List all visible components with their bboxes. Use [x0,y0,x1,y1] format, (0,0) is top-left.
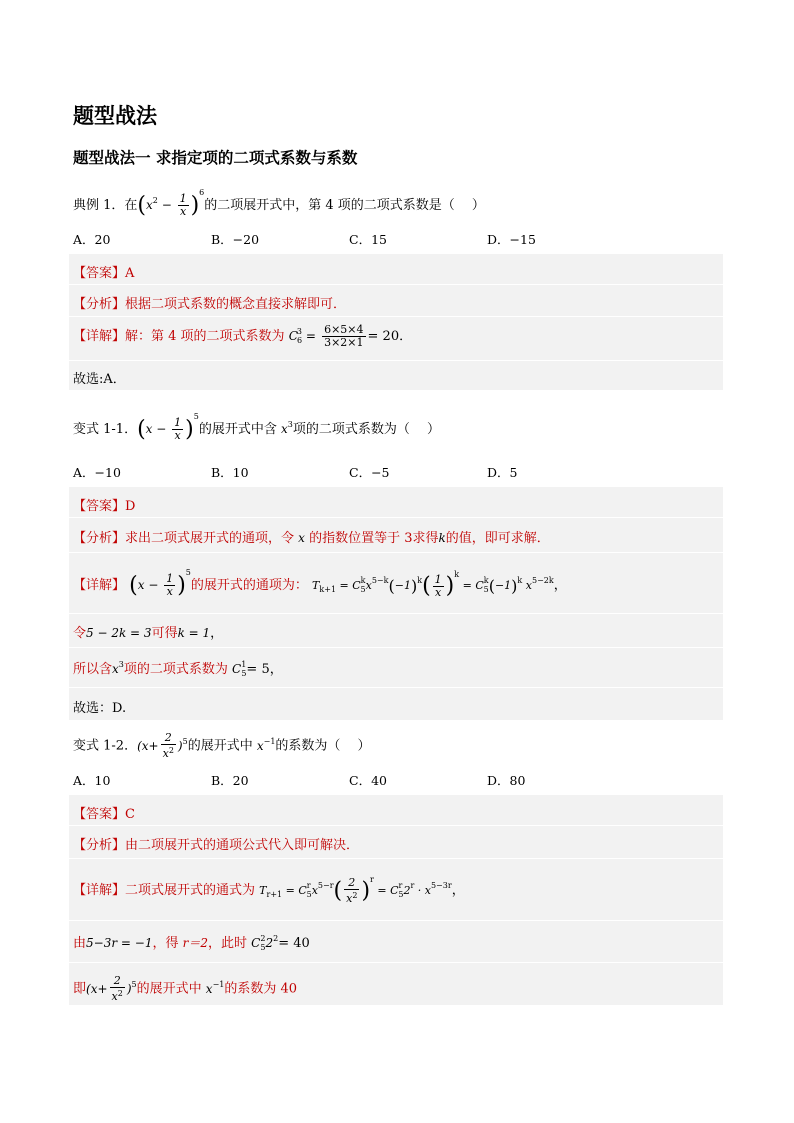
ex2-suffix-b: 项的二项式系数为（ ） [292,422,440,437]
ex2-detail: 【详解】 (x − $\frac{1}{x}$ )$^5$的展开式的通项为： $T_{k+1} = C^k_5x^{5-k}(-1)^k$( $\frac{1}{x}$ )$^k = C^k_5(-1)^k$ $x^{5-2k}$， [73,568,567,599]
ex3-answer [73,803,135,822]
ex2-suffix-a: 的展开式中含 [198,422,277,437]
answer-value: C [125,807,135,822]
ex1-fraction: $\frac{6\times 5\times 4}{3\times 2\times 1}$ [324,323,364,349]
ex2-solution-panel [69,487,723,720]
ex3-option-d: D．80 [487,773,526,788]
ex3-expression: (x+ $\frac{2}{x^2}$ )$^5$ [137,731,188,760]
ex1-option-c: C．15 [349,232,387,247]
ex3-final: 即(x+ $\frac{2}{x^2}$ )$^5$的展开式中 $x^{-1}$的系数为 40 [73,974,298,1003]
ex3-option-b: B．20 [211,773,249,788]
answer-value: D [125,499,136,514]
ex2-step1: 令5 − 2k = 3可得k = 1， [73,626,224,641]
ex1-analysis [73,293,346,312]
answer-tag: 【答案】 [73,499,126,514]
analysis-tag: 【分析】 [73,531,126,546]
ex2-prefix: 变式 1-1． [73,422,138,437]
ex2-step2: 所以含$x^3$项的二项式系数为 $C^1_5= 5$， [73,660,283,678]
analysis-tag: 【分析】 [73,838,126,853]
ex1-result: = 20． [367,329,413,344]
ex2-option-b: B．10 [211,465,249,480]
ex1-conclusion: 故选:A． [73,372,126,387]
ex3-analysis: 【分析】由二项展开式的通项公式代入即可解决． [73,838,360,853]
ex1-expression: ($x^2$ − $\frac{1}{x}$ )$^6$ [137,188,205,218]
ex3-option-a: A．10 [73,773,111,788]
detail-text: 解：第 4 项的二项式系数为 [125,329,285,344]
ex2-analysis: 【分析】求出二项式展开式的通项，令 x 的指数位置等于 3求得k的值，即可求解． [73,531,550,546]
page-title: 题型战法 [73,104,157,128]
ex3-general-term: $T_{r+1} = C^r_5x^{5-r}$( $\frac{2}{x^2}$ )$^r = C^r_52^r \cdot x^{5-3r}$ [259,875,452,905]
analysis-tag: 【分析】 [73,297,126,312]
detail-tag: 【详解】 [73,883,126,898]
ex3-step1: 由5−3r = −1，得 r＝2，此时 $C^2_52^2= 40$ [73,934,310,952]
detail-tag: 【详解】 [73,578,126,593]
section-title: 题型战法一 求指定项的二项式系数与系数 [73,149,358,167]
ex1-answer [73,262,134,281]
ex1-option-b: B．−20 [211,232,260,247]
ex1-prefix: 典例 1．在 [73,198,138,213]
ex1-question [73,188,485,218]
ex2-option-a: A．−10 [73,465,121,480]
ex2-question: 变式 1-1．(x − $\frac{1}{x}$ )$^5$的展开式中含 $x^3$项的二项式系数为（ ） [73,412,440,442]
ex1-combination: $C^3_6$ = [288,327,316,345]
ex3-detail: 【详解】二项式展开式的通式为 $T_{r+1} = C^r_5x^{5-r}$( $\frac{2}{x^2}$ )$^r = C^r_52^r \cdot x^{5-3r}$， [73,875,465,905]
ex3-prefix: 变式 1-2． [73,738,138,754]
ex1-solution-panel [69,254,723,390]
ex2-option-c: C．−5 [349,465,390,480]
ex2-general-term: $T_{k+1} = C^k_5x^{5-k}(-1)^k$( $\frac{1}{x}$ )$^k = C^k_5(-1)^k$ $x^{5-2k}$ [312,570,554,599]
ex2-option-d: D．5 [487,465,518,480]
ex2-expression: (x − $\frac{1}{x}$ )$^5$ [137,412,199,442]
ex1-option-a: A．20 [73,232,111,247]
answer-value: A [125,266,135,281]
detail-tag: 【详解】 [73,329,126,344]
ex1-option-d: D．−15 [487,232,536,247]
ex3-option-c: C．40 [349,773,387,788]
ex1-detail [73,324,412,349]
analysis-text: 根据二项式系数的概念直接求解即可． [125,297,347,312]
ex3-question: 变式 1-2．(x+ $\frac{2}{x^2}$ )$^5$的展开式中 $x^{-1}$的系数为（ ） [73,731,371,760]
ex2-conclusion: 故选：D. [73,701,127,716]
ex2-answer [73,495,135,514]
ex1-suffix: 的二项展开式中，第 4 项的二项式系数是（ ） [204,198,485,213]
answer-tag: 【答案】 [73,807,126,822]
answer-tag: 【答案】 [73,266,126,281]
